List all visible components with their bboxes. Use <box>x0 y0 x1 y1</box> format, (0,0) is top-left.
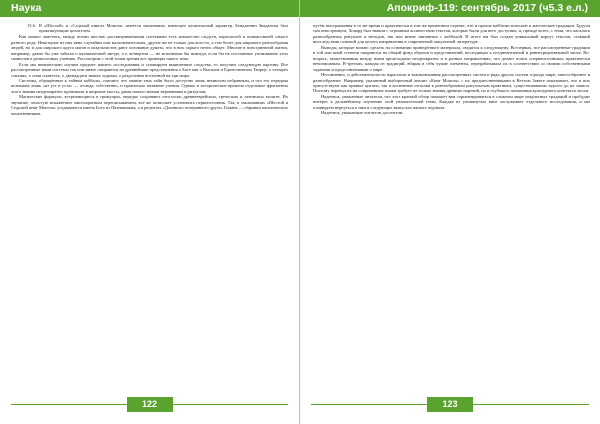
footnote <box>11 23 288 34</box>
right-page-body <box>313 23 590 391</box>
left-paragraph: Системы, обращённые к тайнам каббалы, считают, что знание этих тайн было доступно лишь немногим избранным, и что его передача возможна лишь «из уст в уста» — отсюда, собственно, и произошло название учения. Однако в исторические времена отдельные фрагменты этого знания неоднократно проникали в широкие массы, давая начало новым верованиям и ритуалам. <box>11 78 288 94</box>
right-paragraph: Надеемся, уважаемые читатели дослители. <box>321 110 404 116</box>
right-page-number: 123 <box>427 397 473 412</box>
left-paragraph: Если мы внимательно изучим предмет нашего исследования и суммируем выявленные сходства, то получим следующую картину. Все рассмотренные нами системы так или иначе опираются на древнейшие представления о Боге как о Высшем и Единственном Творце, о четырех стихиях, о семи планетах, о двенадцати знаках зодиака, о разделении вселенной на три мира. <box>11 61 288 78</box>
left-page-body <box>11 23 288 391</box>
right-page-header <box>300 0 600 17</box>
right-page <box>300 0 600 424</box>
footnote-text: В «Шестой» и «Седьмой книгах Моисея» имеется заклинание, имеющее целительный характер. Бендженин Звадански был практикующим целителем. <box>39 23 288 34</box>
left-page-header <box>0 0 299 17</box>
footnote-number: 15.6. <box>27 23 36 28</box>
left-page-number: 122 <box>127 397 173 412</box>
left-paragraph: Как можно заметить, между всеми шестью рассматриваемыми системами есть множество сходств, параллелей и взаимосвязей самого разного рода. Некоторые из них явно случайны или малозначительны, другие же не только для кого-то, а тем более для широкого разнообразия людей, но и для широкого круга магов и оккультистов дают основание думать, что в них скрыто нечто общее. Многие в повседневной жизни, например, давно бы уже забыли о пятиконечной звезде, а о четвертом — не вспомнили бы никогда, если бы не постоянное упоминание этих символов в религиозных учениях. Рассмотрим с этой точки зрения все примеры такого типа. <box>11 34 288 62</box>
section-rubric: Наука <box>11 2 42 14</box>
right-paragraph: путём выстраивания в то же время и практически в том же временном отрезке, что и прочие каббалистические и магические традиции. Будучи сам иностранцем, Ховард был знаком с огромным количеством текстов, которые были для него доступны, и, прежде всего, с теми, что касались разнообразных ритуалов и методов, так или иначе связанных с каббалой. В итоге им был создан уникальный корпус текстов, ставший впоследствии основой для целого направления в современной оккультной литературе. <box>313 23 590 45</box>
issue-title: Апокриф-119: сентябрь 2017 (ч5.3 е.л.) <box>386 2 588 14</box>
right-paragraph: Несомненно, и действительности параллели и взаимовлияния рассмотренных систем и ряда других систем гораздо шире, многообразнее и разнообразнее. Например, указанный выборочный анализ «Книг Моисея» с их предшественниками в Ветхом Завете показывает, что в них присутствуют как прямые цитаты, так и косвенные отсылки к разнообразным ритуальным практикам, существовавшим задолго до их записи. Поэтому перевод их на современные языки требует не только знания древних наречий, но и глубокого понимания культурного контекста эпохи. <box>313 72 590 94</box>
left-paragraph: Магические формулы, встречающиеся в гримуарах, нередко сохраняют отголоски древнееврейских, греческих и латинских молитв. Их звучание, зачастую искажённое многократным переписыванием, всё же позволяет установить первоисточник. Так, в заклинаниях «Шестой и Седьмой книг Моисея» угадываются имена Бога из Пятикнижия, а в рецептах «Длинного потерянного друга» Гомана — обрывки католических молитвенников. <box>11 94 288 116</box>
right-paragraph: Выводы, которые можно сделать на основании приведённого материала, сводятся к следующему. Во-первых, все рассмотренные традиции в той или иной степени опираются на общий фонд образов и представлений, восходящих к позднеантичной и раннесредневековой эпохе. Во-вторых, заимствования между ними происходили неоднократно и в разных направлениях, что делает поиск «первоисточника» практически невозможным. В-третьих, каждая из традиций, вбирая в себя чужие элементы, перерабатывала их в соответствии со своими собственными задачами и представлениями о мире. <box>313 44 590 72</box>
right-paragraph: Надеемся, уважаемые читатели, что этот краткий обзор поможет вам сориентироваться в сложном мире оккультных традиций и пробудит интерес к дальнейшему изучению этой увлекательной темы. Каждая из упомянутых книг заслуживает отдельного исследования, и мы планируем вернуться к ним в следующих выпусках нашего журнала. <box>313 93 590 110</box>
